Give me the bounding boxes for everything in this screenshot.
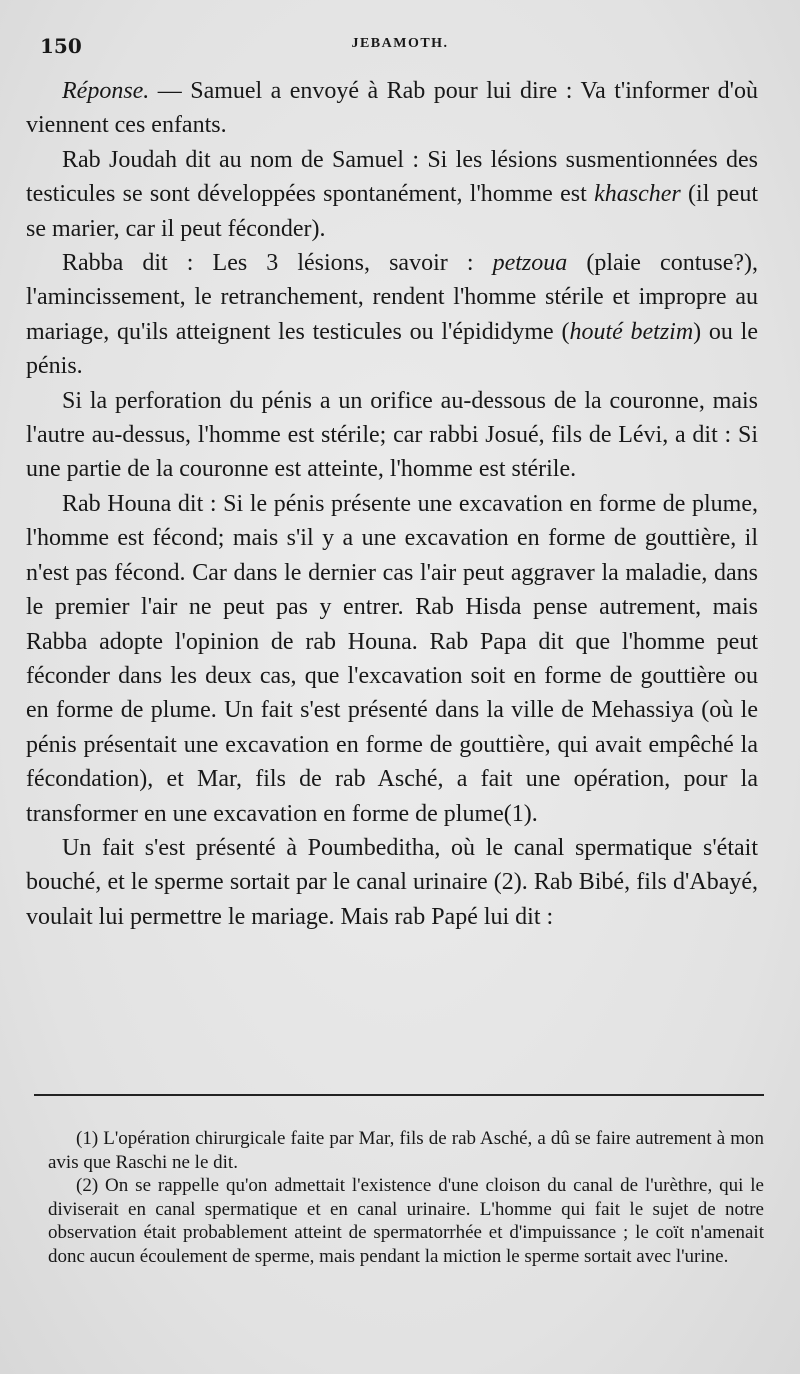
term-houte-betzim: houté betzim	[569, 318, 694, 345]
paragraph-rabba	[26, 246, 758, 384]
footnote-divider	[34, 1094, 764, 1096]
paragraph-text: Rab Joudah dit au nom de Samuel : Si les lésions susmentionnées des testicules se sont développées spontanément, l'homme est	[26, 146, 758, 208]
paragraph-text: (plaie contuse?), l'amincissement, le retranchement, rendent l'homme stérile et impropre au mariage, qu'ils atteignent les testicules ou l'épididyme (	[26, 250, 758, 345]
paragraph-text: — Samuel a envoyé à Rab pour lui dire : Va t'informer d'où viennent ces enfants.	[26, 78, 758, 139]
running-title: JEBAMOTH.	[351, 36, 449, 51]
footnote-2: (2) On se rappelle qu'on admettait l'existence d'une cloison du canal de l'urèthre, qui le diviserait en canal spermatique et en canal urinaire. L'homme qui fait le sujet de notre observation était probablement atteint de spermatorrhée et d'impuissance ; le coït n'amenait donc aucun écoulement de sperme, mais pendant la miction le sperme sortait avec l'urine.	[48, 1175, 764, 1267]
paragraph-text: Rabba dit : Les 3 lésions, savoir :	[62, 250, 493, 277]
paragraph-perforation: Si la perforation du pénis a un orifice au-dessous de la couronne, mais l'autre au-dessus, l'homme est stérile; car rabbi Josué, fils de Lévi, a dit : Si une partie de la couronne est atteinte, l'homme est stérile.	[26, 387, 758, 483]
footnotes	[48, 1127, 764, 1269]
paragraph-response	[26, 74, 758, 143]
page-header	[40, 34, 760, 64]
page-number: 150	[40, 34, 82, 58]
term-khascher: khascher	[594, 181, 681, 208]
paragraph-text: ) ou le pénis.	[26, 318, 758, 380]
footnote-1: (1) L'opération chirurgicale faite par Mar, fils de rab Asché, a dû se faire autrement à mon avis que Raschi ne le dit.	[48, 1128, 764, 1173]
term-petzoua: petzoua	[492, 250, 568, 277]
paragraph-poumbeditha: Un fait s'est présenté à Poumbeditha, où le canal spermatique s'était bouché, et le sperme sortait par le canal urinaire (2). Rab Bibé, fils d'Abayé, voulait lui permettre le mariage. Mais rab Papé lui dit :	[26, 834, 758, 930]
main-text	[26, 74, 758, 934]
response-label: Réponse.	[62, 78, 150, 104]
paragraph-rab-joudah	[26, 143, 758, 246]
paragraph-rab-houna: Rab Houna dit : Si le pénis présente une excavation en forme de plume, l'homme est fécond; mais s'il y a une excavation en forme de gouttière, il n'est pas fécond. Car dans le dernier cas l'air peut aggraver la maladie, dans le premier l'air ne peut pas y entrer. Rab Hisda pense autrement, mais Rabba adopte l'opinion de rab Houna. Rab Papa dit que l'homme peut féconder dans les deux cas, que l'excavation soit en forme de gouttière ou en forme de plume. Un fait s'est présenté dans la ville de Mehassiya (où le pénis présentait une excavation en forme de gouttière, qui avait empêché la fécondation), et Mar, fils de rab Asché, a fait une opération, pour la transformer en une excavation en forme de plume(1).	[26, 490, 758, 827]
paragraph-text: (il peut se marier, car il peut féconder).	[26, 181, 758, 242]
